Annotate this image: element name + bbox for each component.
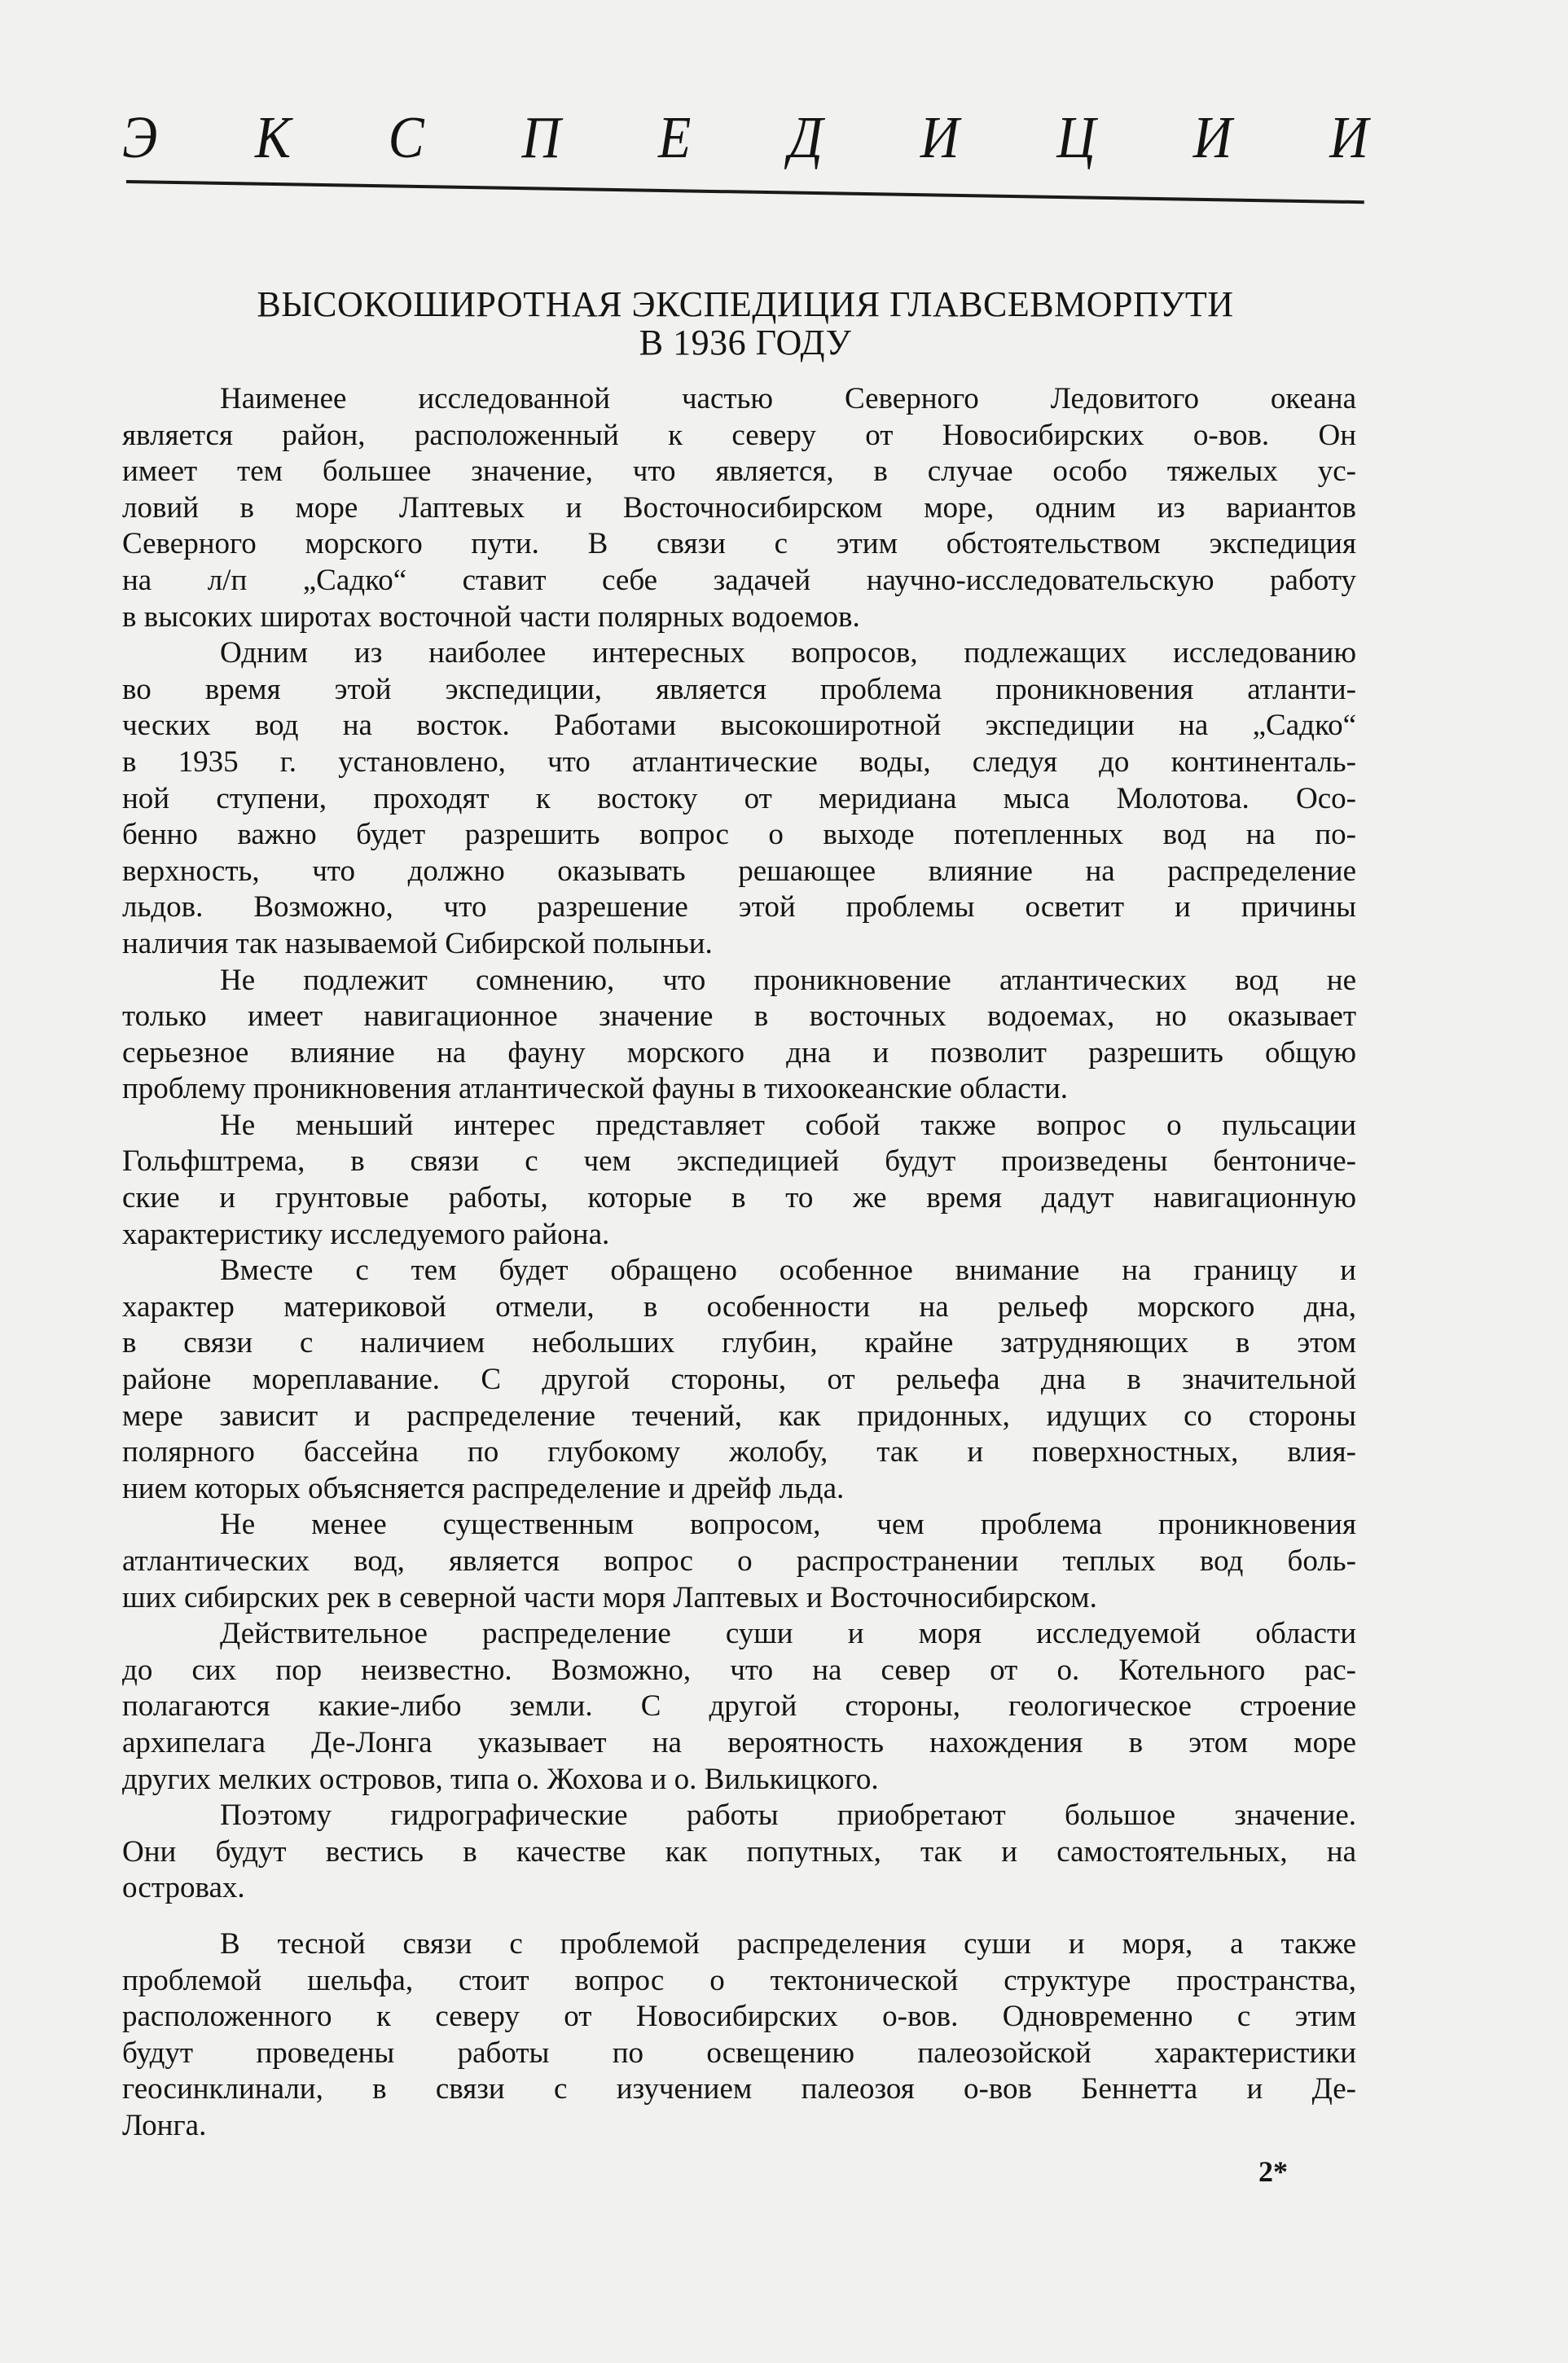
text-line: имеет тем большее значение, что является, в случае особо тяжелых ус- xyxy=(122,455,1356,489)
text-line: льдов. Возможно, что разрешение этой проблемы осветит и причины xyxy=(122,890,1356,925)
text-line: Гольфштрема, в связи с чем экспедицией будут произведены бентониче- xyxy=(122,1144,1356,1179)
text-line: бенно важно будет разрешить вопрос о выходе потепленных вод на по- xyxy=(122,818,1356,852)
text-line: наличия так называемой Сибирской полыньи. xyxy=(122,926,713,960)
paragraph xyxy=(122,963,1356,1108)
text-line: верхность, что должно оказывать решающее влияние на распределение xyxy=(122,854,1356,888)
text-line: в связи с наличием небольших глубин, крайне затрудняющих в этом xyxy=(122,1326,1356,1360)
section-heading-letter: Ц xyxy=(1056,105,1096,171)
section-heading-letter: И xyxy=(920,105,960,171)
text-line: островах. xyxy=(122,1871,245,1905)
text-line: нием которых объясняется распределение и дрейф льда. xyxy=(122,1471,845,1505)
section-heading-letter: С xyxy=(388,105,424,171)
heading-rule xyxy=(126,180,1364,204)
article-title-year: В 1936 ГОДУ xyxy=(639,323,852,362)
text-line: ческих вод на восток. Работами высокоширотной экспедиции на „Садко“ xyxy=(122,709,1356,743)
text-line: в высоких широтах восточной части полярных водоемов. xyxy=(122,600,860,634)
article-title: ВЫСОКОШИРОТНАЯ ЭКСПЕДИЦИЯ ГЛАВСЕВМОРПУТИ xyxy=(257,284,1234,324)
text-line: архипелага Де-Лонга указывает на вероятность нахождения в этом море xyxy=(122,1725,1356,1759)
paragraph xyxy=(122,1253,1356,1507)
text-line: характер материковой отмели, в особенности на рельеф морского дна, xyxy=(122,1289,1356,1324)
text-line: проблему проникновения атлантической фауны в тихоокеанские области. xyxy=(122,1072,1069,1106)
paragraph xyxy=(122,381,1356,635)
section-heading-letter: И xyxy=(1192,105,1232,171)
section-heading-letter: Э xyxy=(122,105,158,171)
text-line: ские и грунтовые работы, которые в то же время дадут навигационную xyxy=(122,1181,1356,1215)
text-line: В тесной связи с проблемой распределения суши и моря, а также xyxy=(220,1926,1356,1961)
section-heading-letter: Е xyxy=(657,105,692,171)
text-line: ших сибирских рек в северной части моря Лаптевых и Восточносибирском. xyxy=(122,1580,1097,1614)
text-line: Они будут вестись в качестве как попутных, так и самостоятельных, на xyxy=(122,1834,1356,1869)
text-line: в 1935 г. установлено, что атлантические воды, следуя до континенталь- xyxy=(122,744,1356,779)
paragraph xyxy=(122,1507,1356,1616)
paragraph xyxy=(122,1926,1356,2145)
text-line: полагаются какие-либо земли. С другой стороны, геологическое строение xyxy=(122,1689,1356,1724)
text-line: Лонга. xyxy=(122,2108,207,2142)
text-line: будут проведены работы по освещению палеозойской характеристики xyxy=(122,2036,1356,2070)
paragraph xyxy=(122,1108,1356,1253)
text-line: полярного бассейна по глубокому жолобу, так и поверхностных, влия- xyxy=(122,1435,1356,1469)
text-line: является район, расположенный к северу от Новосибирских о-вов. Он xyxy=(122,418,1356,452)
section-heading-letter: П xyxy=(521,105,561,171)
page-number: 2* xyxy=(1258,2155,1288,2188)
paragraph xyxy=(122,1616,1356,1798)
text-line: атлантических вод, является вопрос о распространении теплых вод боль- xyxy=(122,1544,1356,1578)
text-line: во время этой экспедиции, является проблема проникновения атланти- xyxy=(122,672,1356,706)
section-heading-letter: К xyxy=(255,105,291,171)
text-line: Одним из наиболее интересных вопросов, подлежащих исследованию xyxy=(220,636,1356,670)
section-heading-letter: И xyxy=(1329,105,1368,171)
text-line: серьезное влияние на фауну морского дна и позволит разрешить общую xyxy=(122,1035,1356,1069)
text-line: проблемой шельфа, стоит вопрос о тектонической структуре пространства, xyxy=(122,1963,1356,1997)
text-line: Не менее существенным вопросом, чем проблема проникновения xyxy=(220,1508,1356,1542)
text-line: Поэтому гидрографические работы приобретают большое значение. xyxy=(220,1799,1356,1833)
text-line: Не подлежит сомнению, что проникновение атлантических вод не xyxy=(220,963,1356,997)
section-heading-letter: Д xyxy=(788,105,824,171)
text-line: только имеет навигационное значение в восточных водоемах, но оказывает xyxy=(122,999,1356,1034)
paragraph xyxy=(122,1798,1356,1907)
text-line: ной ступени, проходят к востоку от меридиана мыса Молотова. Осо- xyxy=(122,781,1356,815)
text-line: ловий в море Лаптевых и Восточносибирском море, одним из вариантов xyxy=(122,490,1356,525)
text-line: районе мореплавание. С другой стороны, от рельефа дна в значительной xyxy=(122,1363,1356,1397)
article-body xyxy=(122,381,1356,2145)
text-line: Не меньший интерес представляет собой также вопрос о пульсации xyxy=(220,1108,1356,1142)
text-line: Наименее исследованной частью Северного Ледовитого океана xyxy=(220,382,1356,415)
text-line: Действительное распределение суши и моря исследуемой области xyxy=(220,1617,1356,1651)
text-line: мере зависит и распределение течений, как придонных, идущих со стороны xyxy=(122,1399,1356,1433)
text-line: до сих пор неизвестно. Возможно, что на север от о. Котельного рас- xyxy=(122,1653,1356,1687)
paragraph xyxy=(122,635,1356,962)
text-line: характеристику исследуемого района. xyxy=(122,1217,610,1251)
section-heading xyxy=(122,106,1368,171)
text-line: геосинклинали, в связи с изучением палеозоя о-вов Беннетта и Де- xyxy=(122,2072,1356,2106)
text-line: Вместе с тем будет обращено особенное внимание на границу и xyxy=(220,1254,1356,1288)
text-line: Северного морского пути. В связи с этим обстоятельством экспедиция xyxy=(122,527,1356,561)
text-line: расположенного к северу от Новосибирских о-вов. Одновременно с этим xyxy=(122,2000,1356,2034)
text-line: на л/п „Садко“ ставит себе задачей научно-исследовательскую работу xyxy=(122,563,1356,597)
text-line: других мелких островов, типа о. Жохова и о. Вилькицкого. xyxy=(122,1762,879,1796)
